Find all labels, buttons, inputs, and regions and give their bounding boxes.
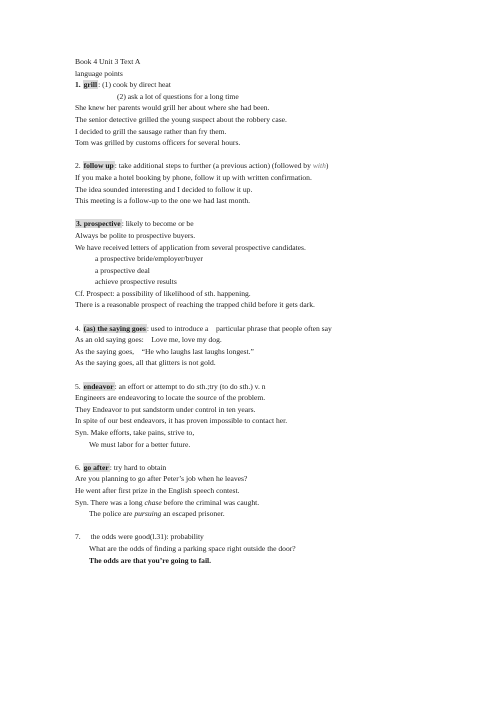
section-1-heading [75, 79, 475, 91]
term-go-after: go after [83, 462, 109, 472]
example: There is a reasonable prospect of reaching the trapped child before it gets dark. [75, 300, 315, 310]
example: Tom was grilled by customs officers for several hours. [75, 138, 241, 148]
term-follow-up: follow up [83, 161, 114, 171]
example: What are the odds of finding a parking space right outside the door? [89, 543, 296, 553]
section-2-heading [75, 160, 475, 172]
compare-note: Cf. Prospect: a possibility of likelihood of sth. happening. [75, 288, 251, 298]
section-4-heading [75, 323, 475, 335]
example: The odds are that you’re going to fail. [89, 555, 212, 565]
example: She knew her parents would grill her about where she had been. [75, 103, 270, 113]
section-6-heading [75, 462, 475, 474]
term-grill: grill [83, 80, 98, 90]
document-content [75, 56, 475, 566]
example: The senior detective grilled the young suspect about the robbery case. [75, 114, 287, 124]
section-number: 4. [75, 323, 81, 333]
example: Are you planning to go after Peter’s job when he leaves? [75, 474, 248, 484]
definition: : an effort or attempt to do sth.;try (to do sth.) v. n [114, 381, 266, 391]
synonyms: Syn. Make efforts, take pains, strive to, [75, 428, 195, 437]
term-prospective-number: 3. [76, 219, 82, 229]
syn-text: an escaped prisoner. [161, 509, 225, 519]
example: We must labor for a better future. [89, 439, 191, 449]
syn-text: The police are [89, 509, 135, 519]
definition-with: with [312, 161, 326, 171]
example: They Endeavor to put sandstorm under control in ten years. [75, 404, 256, 414]
section-number: 1. [75, 80, 81, 90]
term-endeavor: endeavor [83, 381, 114, 391]
synonym-example [75, 497, 475, 509]
definition: : used to introduce a particular phrase that people often say [146, 323, 332, 333]
example: Always be polite to prospective buyers. [75, 230, 196, 240]
example: Engineers are endeavoring to locate the source of the problem. [75, 393, 266, 403]
definition: : take additional steps to further (a previous action) (followed by [114, 161, 311, 171]
definition: : likely to become or be [121, 219, 194, 229]
doc-subtitle: language points [75, 68, 123, 78]
example: In spite of our best endeavors, it has proven impossible to contact her. [75, 416, 288, 426]
syn-word: pursuing [134, 509, 162, 519]
section-number: 2. [75, 161, 81, 171]
example: If you make a hotel booking by phone, follow it up with written confirmation. [75, 172, 312, 182]
section-number: 6. [75, 462, 81, 472]
definition-end: ) [325, 161, 329, 171]
section-5-heading [75, 381, 475, 393]
definition: : (1) cook by direct heat [98, 80, 171, 90]
term-saying-goes: (as) the saying goes [83, 323, 146, 333]
section-7-heading [75, 531, 475, 543]
definition-2: (2) ask a lot of questions for a long time [117, 91, 239, 101]
example: He went after first prize in the English speech contest. [75, 485, 240, 495]
synonym-example [75, 508, 475, 520]
collocation: a prospective deal [95, 265, 150, 275]
definition: : try hard to obtain [109, 462, 167, 472]
section-3-heading [75, 218, 475, 230]
example: The idea sounded interesting and I decided to follow it up. [75, 184, 253, 194]
syn-word: chase [144, 497, 162, 507]
example: As the saying goes, “He who laughs last laughs longest.” [75, 346, 254, 356]
example: As an old saying goes: Love me, love my dog. [75, 335, 222, 345]
example: This meeting is a follow-up to the one we had last month. [75, 196, 251, 206]
section-number: 7. [75, 532, 81, 542]
collocation: a prospective bride/employer/buyer [95, 254, 203, 264]
example: I decided to grill the sausage rather than fry them. [75, 126, 227, 136]
doc-title: Book 4 Unit 3 Text A [75, 57, 141, 66]
syn-text: Syn. There was a long [75, 497, 145, 507]
section-number: 5. [75, 381, 81, 391]
collocation: achieve prospective results [95, 277, 177, 287]
section-7-head: the odds were good(l.31): probability [90, 532, 204, 542]
example: We have received letters of application from several prospective candidates. [75, 242, 306, 252]
term-prospective: prospective [83, 219, 121, 229]
syn-text: before the criminal was caught. [161, 497, 260, 507]
example: As the saying goes, all that glitters is not gold. [75, 358, 216, 368]
